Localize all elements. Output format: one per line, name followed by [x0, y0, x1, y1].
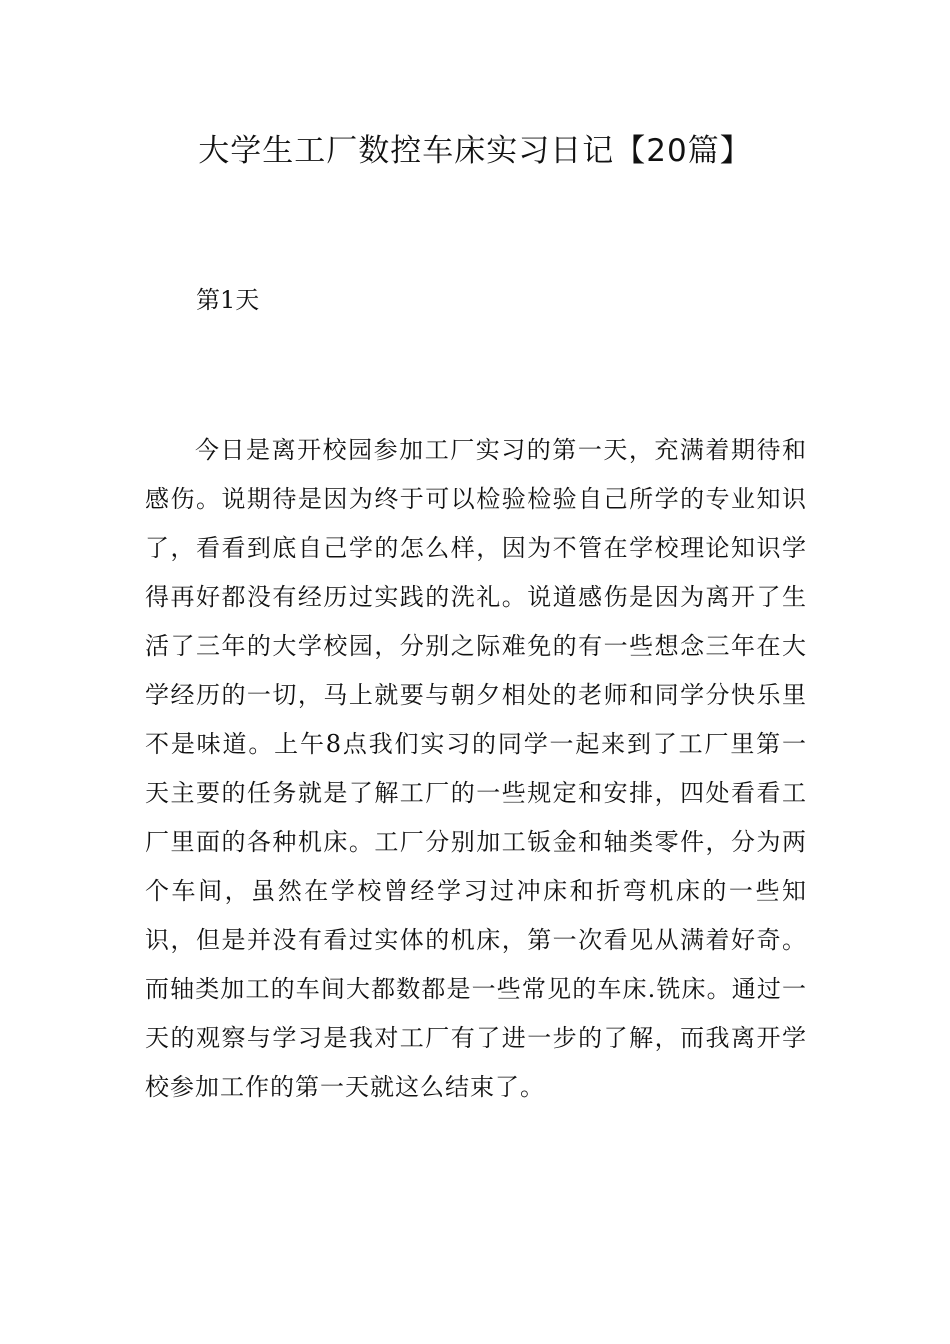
day-heading: 第1天	[196, 286, 260, 314]
document-title: 大学生工厂数控车床实习日记【20篇】	[198, 133, 752, 169]
diary-paragraph: 今日是离开校园参加工厂实习的第一天，充满着期待和感伤。说期待是因为终于可以检验检验自己所学的专业知识了，看看到底自己学的怎么样，因为不管在学校理论知识学得再好都没有经历过实践的洗礼。说道感伤是因为离开了生活了三年的大学校园，分别之际难免的有一些想念三年在大学经历的一切，马上就要与朝夕相处的老师和同学分快乐里不是味道。上午8点我们实习的同学一起来到了工厂里第一天主要的任务就是了解工厂的一些规定和安排，四处看看工厂里面的各种机床。工厂分别加工钣金和轴类零件，分为两个车间，虽然在学校曾经学习过冲床和折弯机床的一些知识，但是并没有看过实体的机床，第一次看见从满着好奇。而轴类加工的车间大都数都是一些常见的车床.铣床。通过一天的观察与学习是我对工厂有了进一步的了解，而我离开学校参加工作的第一天就这么结束了。	[145, 436, 807, 1101]
